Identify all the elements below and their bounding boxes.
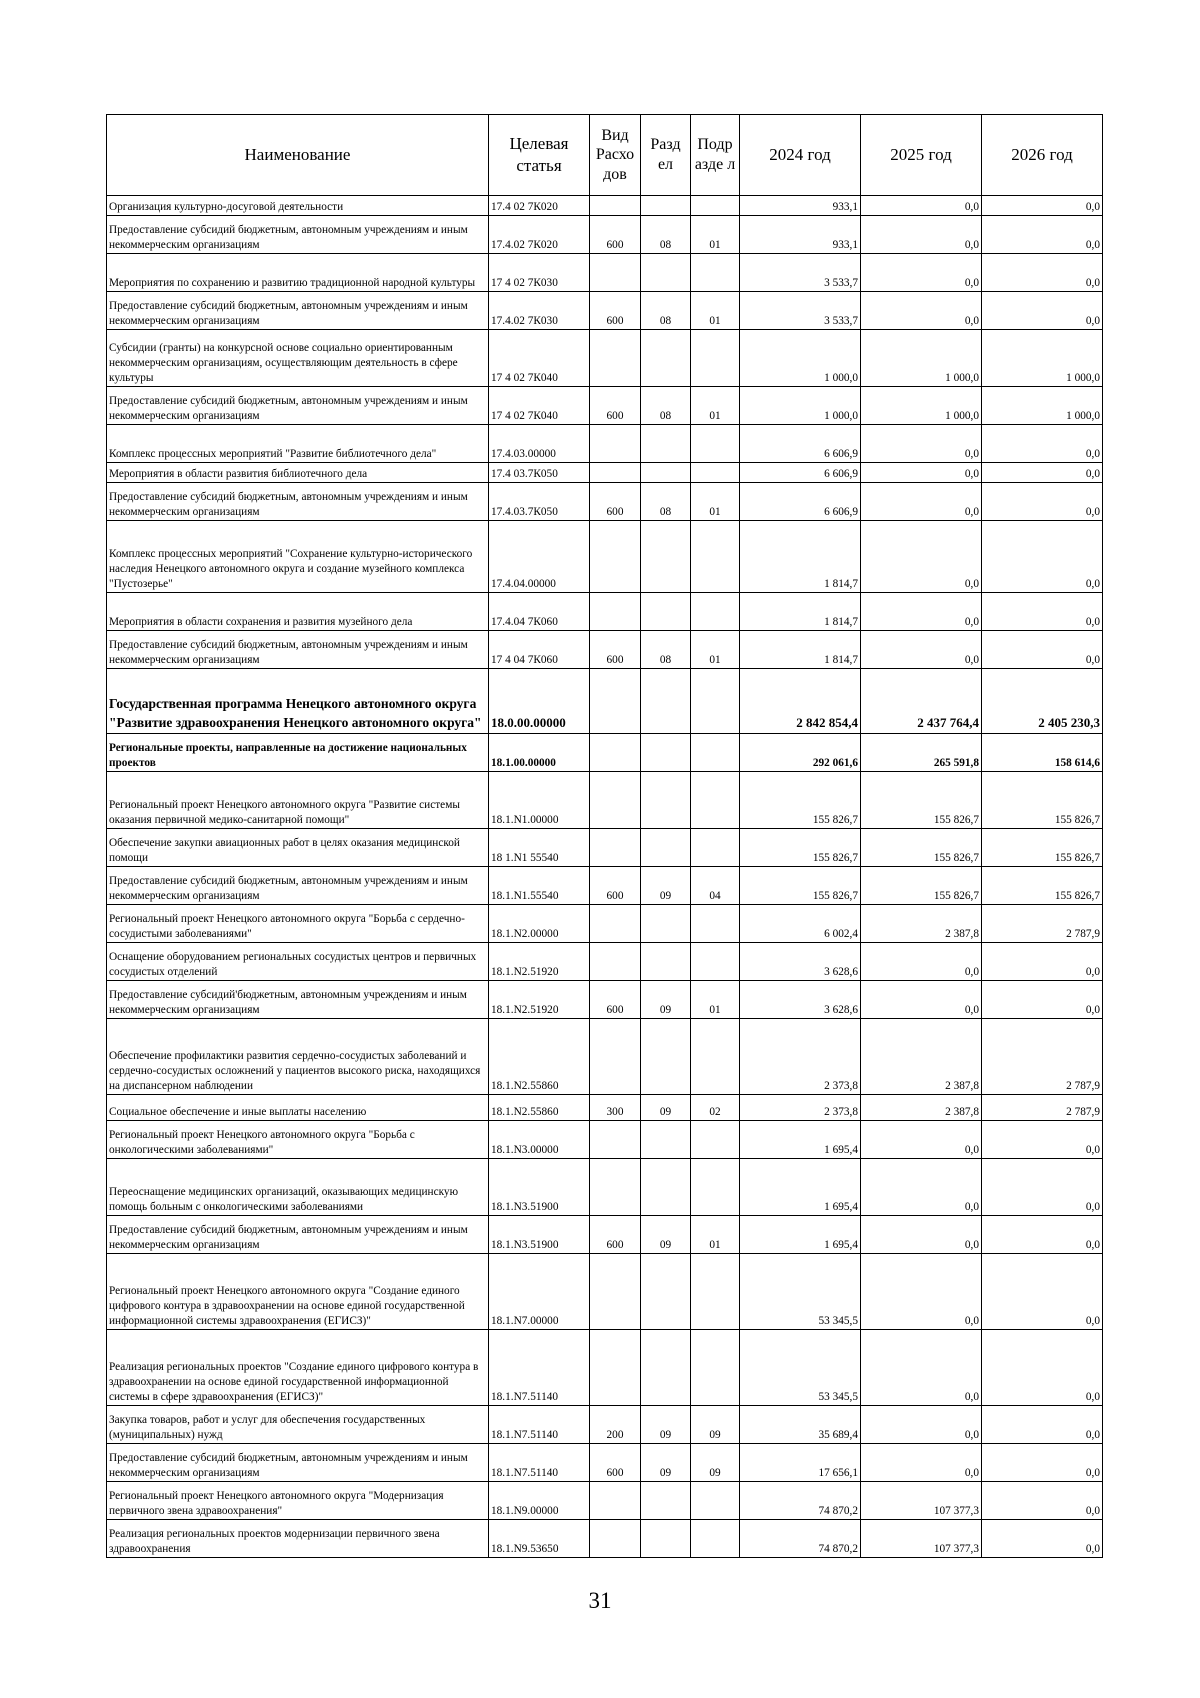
cell-2025: 0,0: [861, 1444, 982, 1482]
cell-2026: 158 614,6: [982, 734, 1103, 772]
cell-name: Субсидии (гранты) на конкурсной основе социально ориентированным некоммерческим организациям, осуществляющим деятельность в сфере культуры: [107, 330, 489, 387]
cell-2025: 2 387,8: [861, 1095, 982, 1121]
cell-target-article: 18.1.N2.55860: [489, 1019, 590, 1095]
cell-subsection: 01: [691, 981, 740, 1019]
cell-section: [641, 463, 691, 483]
cell-2024: 933,1: [740, 216, 861, 254]
cell-target-article: 17 4 02 7К030: [489, 254, 590, 292]
header-section: Разд ел: [641, 115, 691, 196]
cell-subsection: 01: [691, 387, 740, 425]
cell-name: Предоставление субсидий бюджетным, автономным учреждениям и иным некоммерческим организациям: [107, 292, 489, 330]
cell-subsection: [691, 905, 740, 943]
cell-2024: 1 695,4: [740, 1159, 861, 1216]
cell-target-article: 18.1.N3.00000: [489, 1121, 590, 1159]
cell-expense-type: [590, 1482, 641, 1520]
table-row: [107, 1216, 1103, 1254]
cell-target-article: 17.4.04 7К060: [489, 593, 590, 631]
table-row: [107, 943, 1103, 981]
cell-subsection: [691, 1520, 740, 1558]
cell-2025: 155 826,7: [861, 772, 982, 829]
header-2026: 2026 год: [982, 115, 1103, 196]
table-row: [107, 254, 1103, 292]
table-row: [107, 734, 1103, 772]
cell-2026: 1 000,0: [982, 387, 1103, 425]
cell-name: Мероприятия по сохранению и развитию традиционной народной культуры: [107, 254, 489, 292]
cell-expense-type: [590, 734, 641, 772]
cell-2025: 0,0: [861, 292, 982, 330]
cell-subsection: [691, 425, 740, 463]
cell-2025: 155 826,7: [861, 867, 982, 905]
cell-subsection: [691, 943, 740, 981]
cell-target-article: 18 1.N1 55540: [489, 829, 590, 867]
cell-subsection: [691, 196, 740, 216]
cell-expense-type: 200: [590, 1406, 641, 1444]
cell-name: Региональный проект Ненецкого автономного округа "Развитие системы оказания первичной медико-санитарной помощи": [107, 772, 489, 829]
cell-expense-type: 300: [590, 1095, 641, 1121]
cell-2024: 155 826,7: [740, 772, 861, 829]
cell-2024: 6 606,9: [740, 483, 861, 521]
cell-2024: 933,1: [740, 196, 861, 216]
table-row: [107, 867, 1103, 905]
table-row: [107, 216, 1103, 254]
cell-name: Организация культурно-досуговой деятельности: [107, 196, 489, 216]
cell-target-article: 18.1.N7.51140: [489, 1444, 590, 1482]
cell-expense-type: [590, 1159, 641, 1216]
cell-2026: 0,0: [982, 463, 1103, 483]
table-row: [107, 387, 1103, 425]
cell-target-article: 18.1.N7.51140: [489, 1406, 590, 1444]
cell-2024: 6 606,9: [740, 463, 861, 483]
cell-2026: 0,0: [982, 292, 1103, 330]
cell-name: Предоставление субсидий бюджетным, автономным учреждениям и иным некоммерческим организациям: [107, 216, 489, 254]
cell-name: Предоставление субсидий бюджетным, автономным учреждениям и иным некоммерческим организациям: [107, 483, 489, 521]
cell-section: [641, 1121, 691, 1159]
cell-subsection: 01: [691, 1216, 740, 1254]
cell-target-article: 17 4 02 7К040: [489, 387, 590, 425]
cell-2025: 265 591,8: [861, 734, 982, 772]
cell-2024: 155 826,7: [740, 867, 861, 905]
cell-target-article: 17.4.02 7К030: [489, 292, 590, 330]
cell-2026: 0,0: [982, 1520, 1103, 1558]
cell-target-article: 17.4.03.00000: [489, 425, 590, 463]
cell-expense-type: [590, 1019, 641, 1095]
cell-name: Региональный проект Ненецкого автономного округа "Борьба с сердечно-сосудистыми заболеваниями": [107, 905, 489, 943]
cell-expense-type: 600: [590, 1216, 641, 1254]
cell-section: [641, 196, 691, 216]
cell-target-article: 17.4.02 7К020: [489, 216, 590, 254]
header-2025: 2025 год: [861, 115, 982, 196]
cell-expense-type: [590, 254, 641, 292]
cell-subsection: 01: [691, 216, 740, 254]
cell-section: 09: [641, 1216, 691, 1254]
cell-2026: 2 787,9: [982, 1019, 1103, 1095]
cell-2026: 0,0: [982, 593, 1103, 631]
cell-name: Предоставление субсидий бюджетным, автономным учреждениям и иным некоммерческим организациям: [107, 387, 489, 425]
cell-2025: 0,0: [861, 216, 982, 254]
table-row: [107, 1159, 1103, 1216]
cell-2024: 155 826,7: [740, 829, 861, 867]
cell-2025: 0,0: [861, 1330, 982, 1406]
cell-2024: 1 000,0: [740, 387, 861, 425]
cell-expense-type: 600: [590, 867, 641, 905]
cell-name: Предоставление субсидий бюджетным, автономным учреждениям и иным некоммерческим организациям: [107, 631, 489, 669]
cell-name: Региональные проекты, направленные на достижение национальных проектов: [107, 734, 489, 772]
table-row: [107, 425, 1103, 463]
cell-expense-type: [590, 1254, 641, 1330]
cell-section: [641, 1254, 691, 1330]
cell-section: [641, 772, 691, 829]
cell-2025: 155 826,7: [861, 829, 982, 867]
table-header: [107, 115, 1103, 196]
cell-2025: 0,0: [861, 1254, 982, 1330]
cell-2024: 53 345,5: [740, 1254, 861, 1330]
cell-expense-type: [590, 829, 641, 867]
table-row: [107, 330, 1103, 387]
cell-subsection: [691, 734, 740, 772]
cell-section: [641, 1019, 691, 1095]
cell-2026: 0,0: [982, 1121, 1103, 1159]
cell-2025: 0,0: [861, 1121, 982, 1159]
cell-subsection: 01: [691, 483, 740, 521]
cell-target-article: 18.1.N1.00000: [489, 772, 590, 829]
cell-name: Реализация региональных проектов модернизации первичного звена здравоохранения: [107, 1520, 489, 1558]
cell-2026: 155 826,7: [982, 772, 1103, 829]
cell-name: Переоснащение медицинских организаций, оказывающих медицинскую помощь больным с онкологическими заболеваниями: [107, 1159, 489, 1216]
cell-2025: 0,0: [861, 981, 982, 1019]
cell-target-article: 17.4.04.00000: [489, 521, 590, 593]
cell-section: 08: [641, 483, 691, 521]
cell-2024: 2 842 854,4: [740, 669, 861, 734]
cell-subsection: [691, 829, 740, 867]
table-row: [107, 905, 1103, 943]
header-2024: 2024 год: [740, 115, 861, 196]
cell-subsection: 01: [691, 292, 740, 330]
table-row: [107, 1254, 1103, 1330]
cell-2026: 0,0: [982, 981, 1103, 1019]
cell-2025: 0,0: [861, 1406, 982, 1444]
cell-target-article: 17 4 04 7К060: [489, 631, 590, 669]
cell-subsection: [691, 1121, 740, 1159]
cell-name: Предоставление субсидий бюджетным, автономным учреждениям и иным некоммерческим организациям: [107, 1216, 489, 1254]
cell-2024: 1 814,7: [740, 631, 861, 669]
table-row: [107, 631, 1103, 669]
cell-2025: 0,0: [861, 196, 982, 216]
cell-name: Обеспечение закупки авиационных работ в целях оказания медицинской помощи: [107, 829, 489, 867]
cell-subsection: [691, 254, 740, 292]
cell-2025: 2 387,8: [861, 1019, 982, 1095]
cell-subsection: 02: [691, 1095, 740, 1121]
cell-2024: 292 061,6: [740, 734, 861, 772]
table-row: [107, 829, 1103, 867]
cell-section: [641, 669, 691, 734]
cell-expense-type: [590, 943, 641, 981]
table-row: [107, 1019, 1103, 1095]
cell-expense-type: [590, 196, 641, 216]
header-subsection: Подр азде л: [691, 115, 740, 196]
cell-2025: 0,0: [861, 521, 982, 593]
cell-2025: 0,0: [861, 631, 982, 669]
cell-section: [641, 425, 691, 463]
cell-2026: 0,0: [982, 254, 1103, 292]
table-row: [107, 483, 1103, 521]
cell-subsection: 01: [691, 631, 740, 669]
cell-expense-type: [590, 1520, 641, 1558]
cell-section: [641, 905, 691, 943]
cell-2025: 107 377,3: [861, 1520, 982, 1558]
cell-expense-type: [590, 330, 641, 387]
cell-subsection: [691, 463, 740, 483]
cell-subsection: 04: [691, 867, 740, 905]
cell-2025: 107 377,3: [861, 1482, 982, 1520]
cell-2026: 2 787,9: [982, 905, 1103, 943]
cell-expense-type: [590, 1330, 641, 1406]
cell-name: Закупка товаров, работ и услуг для обеспечения государственных (муниципальных) нужд: [107, 1406, 489, 1444]
header-expense-type: Вид Расхо дов: [590, 115, 641, 196]
cell-2024: 53 345,5: [740, 1330, 861, 1406]
cell-expense-type: [590, 463, 641, 483]
table-row: [107, 1121, 1103, 1159]
table-row: [107, 593, 1103, 631]
cell-2025: 2 437 764,4: [861, 669, 982, 734]
cell-expense-type: [590, 772, 641, 829]
cell-target-article: 17 4 02 7К040: [489, 330, 590, 387]
cell-subsection: [691, 1482, 740, 1520]
cell-subsection: [691, 1330, 740, 1406]
cell-2024: 3 533,7: [740, 292, 861, 330]
cell-target-article: 18.1.N1.55540: [489, 867, 590, 905]
cell-2025: 0,0: [861, 593, 982, 631]
cell-expense-type: [590, 669, 641, 734]
table-row: [107, 669, 1103, 734]
cell-target-article: 18.1.N7.51140: [489, 1330, 590, 1406]
cell-2024: 3 628,6: [740, 943, 861, 981]
cell-name: Региональный проект Ненецкого автономного округа "Создание единого цифрового контура в здравоохранении на основе единой государственной информационной системы здравоохранения (ЕГИСЗ)": [107, 1254, 489, 1330]
cell-2024: 1 814,7: [740, 521, 861, 593]
cell-expense-type: [590, 593, 641, 631]
cell-2024: 2 373,8: [740, 1019, 861, 1095]
cell-target-article: 18.1.N2.51920: [489, 981, 590, 1019]
cell-target-article: 18.0.00.00000: [489, 669, 590, 734]
cell-2024: 6 002,4: [740, 905, 861, 943]
budget-table: [106, 114, 1103, 1558]
cell-section: 08: [641, 387, 691, 425]
cell-target-article: 18.1.N2.51920: [489, 943, 590, 981]
cell-2025: 0,0: [861, 425, 982, 463]
cell-2024: 3 628,6: [740, 981, 861, 1019]
cell-expense-type: 600: [590, 292, 641, 330]
table-row: [107, 463, 1103, 483]
cell-subsection: 09: [691, 1406, 740, 1444]
cell-2026: 155 826,7: [982, 829, 1103, 867]
cell-name: Оснащение оборудованием региональных сосудистых центров и первичных сосудистых отделений: [107, 943, 489, 981]
cell-2026: 155 826,7: [982, 867, 1103, 905]
cell-2024: 74 870,2: [740, 1520, 861, 1558]
cell-expense-type: [590, 425, 641, 463]
table-row: [107, 1520, 1103, 1558]
cell-expense-type: [590, 1121, 641, 1159]
cell-section: 08: [641, 631, 691, 669]
table-row: [107, 292, 1103, 330]
cell-subsection: [691, 593, 740, 631]
cell-2024: 17 656,1: [740, 1444, 861, 1482]
cell-section: [641, 330, 691, 387]
table-row: [107, 1444, 1103, 1482]
cell-subsection: [691, 1254, 740, 1330]
cell-target-article: 18.1.00.00000: [489, 734, 590, 772]
cell-2024: 3 533,7: [740, 254, 861, 292]
cell-section: [641, 829, 691, 867]
cell-2026: 0,0: [982, 1159, 1103, 1216]
cell-section: 09: [641, 867, 691, 905]
cell-2025: 0,0: [861, 483, 982, 521]
cell-2026: 0,0: [982, 483, 1103, 521]
cell-2026: 0,0: [982, 521, 1103, 593]
cell-2026: 0,0: [982, 631, 1103, 669]
cell-2025: 0,0: [861, 1216, 982, 1254]
cell-section: [641, 254, 691, 292]
cell-section: [641, 734, 691, 772]
cell-name: Социальное обеспечение и иные выплаты населению: [107, 1095, 489, 1121]
table-row: [107, 1406, 1103, 1444]
cell-section: [641, 1482, 691, 1520]
cell-name: Обеспечение профилактики развития сердечно-сосудистых заболеваний и сердечно-сосудистых осложнений у пациентов высокого риска, находящихся на диспансерном наблюдении: [107, 1019, 489, 1095]
cell-subsection: [691, 772, 740, 829]
cell-target-article: 17.4.03.7К050: [489, 483, 590, 521]
cell-name: Мероприятия в области развития библиотечного дела: [107, 463, 489, 483]
cell-target-article: 18.1.N2.55860: [489, 1095, 590, 1121]
cell-target-article: 18.1.N2.00000: [489, 905, 590, 943]
cell-subsection: [691, 669, 740, 734]
table-row: [107, 772, 1103, 829]
cell-name: Предоставление субсидий бюджетным, автономным учреждениям и иным некоммерческим организациям: [107, 1444, 489, 1482]
page-number: 31: [588, 1588, 612, 1613]
cell-2024: 1 000,0: [740, 330, 861, 387]
cell-expense-type: [590, 521, 641, 593]
cell-2025: 1 000,0: [861, 387, 982, 425]
cell-2026: 2 787,9: [982, 1095, 1103, 1121]
cell-2025: 2 387,8: [861, 905, 982, 943]
cell-2025: 1 000,0: [861, 330, 982, 387]
cell-name: Комплекс процессных мероприятий "Сохранение культурно-исторического наследия Ненецкого автономного округа и создание музейного комплекса "Пустозерье": [107, 521, 489, 593]
cell-section: 08: [641, 292, 691, 330]
cell-name: Региональный проект Ненецкого автономного округа "Модернизация первичного звена здравоохранения": [107, 1482, 489, 1520]
cell-2024: 1 695,4: [740, 1216, 861, 1254]
cell-2026: 0,0: [982, 1444, 1103, 1482]
cell-2026: 0,0: [982, 196, 1103, 216]
cell-section: [641, 1159, 691, 1216]
cell-2024: 1 814,7: [740, 593, 861, 631]
table-body: [107, 196, 1103, 1558]
table-row: [107, 521, 1103, 593]
cell-subsection: [691, 1159, 740, 1216]
cell-name: Предоставление субсидий бюджетным, автономным учреждениям и иным некоммерческим организациям: [107, 867, 489, 905]
cell-name: Предоставление субсидий'бюджетным, автономным учреждениям и иным некоммерческим организациям: [107, 981, 489, 1019]
cell-2024: 74 870,2: [740, 1482, 861, 1520]
cell-target-article: 18.1.N9.00000: [489, 1482, 590, 1520]
cell-name: Реализация региональных проектов "Создание единого цифрового контура в здравоохранении на основе единой государственной информационной системы в сфере здравоохранения (ЕГИСЗ)": [107, 1330, 489, 1406]
cell-2024: 2 373,8: [740, 1095, 861, 1121]
cell-target-article: 17.4 03.7К050: [489, 463, 590, 483]
cell-name: Мероприятия в области сохранения и развития музейного дела: [107, 593, 489, 631]
cell-2026: 0,0: [982, 1406, 1103, 1444]
cell-expense-type: 600: [590, 387, 641, 425]
cell-expense-type: 600: [590, 216, 641, 254]
cell-section: [641, 1520, 691, 1558]
table-row: [107, 1330, 1103, 1406]
cell-section: [641, 521, 691, 593]
cell-2025: 0,0: [861, 254, 982, 292]
cell-name: Государственная программа Ненецкого автономного округа "Развитие здравоохранения Ненецкого автономного округа": [107, 669, 489, 734]
cell-2026: 0,0: [982, 1482, 1103, 1520]
cell-2026: 1 000,0: [982, 330, 1103, 387]
cell-2026: 0,0: [982, 1216, 1103, 1254]
cell-expense-type: 600: [590, 483, 641, 521]
cell-expense-type: 600: [590, 631, 641, 669]
table-row: [107, 196, 1103, 216]
cell-target-article: 17.4 02 7К020: [489, 196, 590, 216]
cell-section: [641, 1330, 691, 1406]
cell-section: [641, 593, 691, 631]
header-target-article: Целевая статья: [489, 115, 590, 196]
cell-2026: 0,0: [982, 943, 1103, 981]
cell-2025: 0,0: [861, 463, 982, 483]
cell-section: 09: [641, 981, 691, 1019]
table-row: [107, 1482, 1103, 1520]
cell-target-article: 18.1.N3.51900: [489, 1159, 590, 1216]
table-row: [107, 1095, 1103, 1121]
cell-expense-type: 600: [590, 1444, 641, 1482]
cell-2026: 0,0: [982, 1254, 1103, 1330]
cell-2025: 0,0: [861, 943, 982, 981]
cell-expense-type: 600: [590, 981, 641, 1019]
cell-2026: 0,0: [982, 425, 1103, 463]
cell-target-article: 18.1.N3.51900: [489, 1216, 590, 1254]
cell-2024: 35 689,4: [740, 1406, 861, 1444]
cell-subsection: [691, 521, 740, 593]
cell-name: Комплекс процессных мероприятий "Развитие библиотечного дела": [107, 425, 489, 463]
header-name: Наименование: [107, 115, 489, 196]
table-row: [107, 981, 1103, 1019]
cell-subsection: [691, 1019, 740, 1095]
cell-target-article: 18.1.N7.00000: [489, 1254, 590, 1330]
cell-2026: 2 405 230,3: [982, 669, 1103, 734]
cell-expense-type: [590, 905, 641, 943]
cell-2026: 0,0: [982, 216, 1103, 254]
cell-subsection: 09: [691, 1444, 740, 1482]
cell-section: 09: [641, 1095, 691, 1121]
cell-2026: 0,0: [982, 1330, 1103, 1406]
cell-target-article: 18.1.N9.53650: [489, 1520, 590, 1558]
cell-name: Региональный проект Ненецкого автономного округа "Борьба с онкологическими заболеваниями": [107, 1121, 489, 1159]
cell-2024: 6 606,9: [740, 425, 861, 463]
cell-subsection: [691, 330, 740, 387]
cell-section: 09: [641, 1444, 691, 1482]
cell-section: 08: [641, 216, 691, 254]
cell-section: [641, 943, 691, 981]
cell-2025: 0,0: [861, 1159, 982, 1216]
cell-section: 09: [641, 1406, 691, 1444]
cell-2024: 1 695,4: [740, 1121, 861, 1159]
